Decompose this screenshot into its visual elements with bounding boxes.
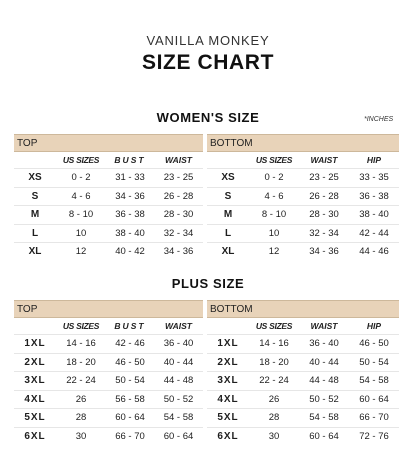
table-cell: 60 - 64 <box>106 409 154 428</box>
table-cell: 10 <box>249 224 299 243</box>
units-note: *INCHES <box>364 116 394 123</box>
size-label: S <box>14 187 56 206</box>
table-cell: 46 - 50 <box>349 335 399 354</box>
size-label: M <box>14 206 56 225</box>
size-label: 1XL <box>14 335 56 354</box>
column-header <box>207 318 249 335</box>
table-row <box>14 372 203 391</box>
table-row <box>14 169 203 188</box>
table-row <box>207 224 399 243</box>
table-row <box>14 335 203 354</box>
table-cell: 34 - 36 <box>106 187 154 206</box>
table-row <box>14 427 203 445</box>
table-cell: 23 - 25 <box>154 169 203 188</box>
table-row <box>207 372 399 391</box>
size-label: 1XL <box>207 335 249 354</box>
size-label: 4XL <box>207 390 249 409</box>
table-cell: 28 - 30 <box>299 206 349 225</box>
table-cell: 34 - 36 <box>154 243 203 261</box>
table-cell: 33 - 35 <box>349 169 399 188</box>
table-cell: 28 - 30 <box>154 206 203 225</box>
table-cell: 60 - 64 <box>349 390 399 409</box>
table-cell: 46 - 50 <box>106 353 154 372</box>
table-cell: 40 - 44 <box>154 353 203 372</box>
table-row <box>14 353 203 372</box>
column-header: BUST <box>114 321 146 331</box>
table-cell: 32 - 34 <box>299 224 349 243</box>
womens-bottom-table <box>207 134 399 261</box>
table-cell: 72 - 76 <box>349 427 399 445</box>
table-cell: 44 - 46 <box>349 243 399 261</box>
table-cell: 28 <box>249 409 299 428</box>
size-label: S <box>207 187 249 206</box>
table-cell: 50 - 52 <box>154 390 203 409</box>
table-heading: BOTTOM <box>207 135 399 152</box>
table-cell: 38 - 40 <box>349 206 399 225</box>
column-header: US SIZES <box>62 155 100 165</box>
size-label: 5XL <box>14 409 56 428</box>
table-cell: 18 - 20 <box>56 353 106 372</box>
table-cell: 66 - 70 <box>349 409 399 428</box>
size-label: XS <box>207 169 249 188</box>
table-cell: 30 <box>249 427 299 445</box>
size-label: 5XL <box>207 409 249 428</box>
table-cell: 8 - 10 <box>56 206 106 225</box>
column-header: BUST <box>114 155 146 165</box>
table-row <box>14 224 203 243</box>
table-cell: 22 - 24 <box>249 372 299 391</box>
table-cell: 31 - 33 <box>106 169 154 188</box>
table-row <box>207 169 399 188</box>
column-header <box>14 152 56 169</box>
table-cell: 60 - 64 <box>154 427 203 445</box>
size-label: L <box>14 224 56 243</box>
table-cell: 40 - 42 <box>106 243 154 261</box>
table-cell: 28 <box>56 409 106 428</box>
table-row <box>207 353 399 372</box>
column-header: WAIST <box>310 321 338 331</box>
table-row <box>207 187 399 206</box>
table-cell: 50 - 54 <box>106 372 154 391</box>
table-row <box>14 243 203 261</box>
table-cell: 56 - 58 <box>106 390 154 409</box>
size-label: 6XL <box>207 427 249 445</box>
womens-section-title: WOMEN'S SIZE <box>156 110 260 125</box>
column-header: US SIZES <box>255 155 293 165</box>
table-cell: 12 <box>249 243 299 261</box>
size-label: 2XL <box>207 353 249 372</box>
table-cell: 0 - 2 <box>249 169 299 188</box>
table-row <box>14 390 203 409</box>
plus-section-title: PLUS SIZE <box>171 276 245 291</box>
table-cell: 60 - 64 <box>299 427 349 445</box>
table-cell: 26 - 28 <box>299 187 349 206</box>
column-header: WAIST <box>310 155 338 165</box>
size-label: XS <box>14 169 56 188</box>
column-header: HIP <box>366 321 382 331</box>
table-cell: 4 - 6 <box>249 187 299 206</box>
table-cell: 66 - 70 <box>106 427 154 445</box>
table-cell: 34 - 36 <box>299 243 349 261</box>
size-label: XL <box>207 243 249 261</box>
brand-name: VANILLA MONKEY <box>146 33 270 48</box>
table-cell: 36 - 38 <box>106 206 154 225</box>
table-cell: 8 - 10 <box>249 206 299 225</box>
table-heading: TOP <box>14 135 203 152</box>
table-cell: 22 - 24 <box>56 372 106 391</box>
column-header: WAIST <box>165 155 192 165</box>
plus-top-table <box>14 300 203 445</box>
table-cell: 26 <box>56 390 106 409</box>
column-header: US SIZES <box>62 321 100 331</box>
column-header <box>14 318 56 335</box>
table-cell: 38 - 40 <box>106 224 154 243</box>
table-cell: 50 - 54 <box>349 353 399 372</box>
table-cell: 36 - 40 <box>299 335 349 354</box>
table-row <box>14 206 203 225</box>
table-cell: 4 - 6 <box>56 187 106 206</box>
table-cell: 40 - 44 <box>299 353 349 372</box>
table-cell: 23 - 25 <box>299 169 349 188</box>
table-row <box>207 243 399 261</box>
size-label: 2XL <box>14 353 56 372</box>
column-header: US SIZES <box>255 321 293 331</box>
size-label: XL <box>14 243 56 261</box>
table-cell: 44 - 48 <box>299 372 349 391</box>
size-label: M <box>207 206 249 225</box>
table-cell: 36 - 38 <box>349 187 399 206</box>
table-row <box>207 409 399 428</box>
size-label: 3XL <box>14 372 56 391</box>
page-title: SIZE CHART <box>142 51 274 74</box>
table-cell: 36 - 40 <box>154 335 203 354</box>
size-label: 6XL <box>14 427 56 445</box>
table-row <box>207 206 399 225</box>
table-cell: 10 <box>56 224 106 243</box>
table-cell: 54 - 58 <box>154 409 203 428</box>
table-cell: 14 - 16 <box>56 335 106 354</box>
column-header <box>207 152 249 169</box>
table-row <box>207 390 399 409</box>
table-row <box>14 187 203 206</box>
table-cell: 44 - 48 <box>154 372 203 391</box>
womens-top-table <box>14 134 203 261</box>
table-row <box>207 427 399 445</box>
table-heading: TOP <box>14 301 203 318</box>
table-cell: 54 - 58 <box>349 372 399 391</box>
size-label: 3XL <box>207 372 249 391</box>
table-cell: 0 - 2 <box>56 169 106 188</box>
plus-bottom-table <box>207 300 399 445</box>
table-cell: 42 - 46 <box>106 335 154 354</box>
table-heading: BOTTOM <box>207 301 399 318</box>
size-label: L <box>207 224 249 243</box>
table-cell: 30 <box>56 427 106 445</box>
size-label: 4XL <box>14 390 56 409</box>
table-cell: 50 - 52 <box>299 390 349 409</box>
table-cell: 12 <box>56 243 106 261</box>
column-header: HIP <box>366 155 382 165</box>
table-cell: 54 - 58 <box>299 409 349 428</box>
table-cell: 32 - 34 <box>154 224 203 243</box>
table-cell: 18 - 20 <box>249 353 299 372</box>
table-cell: 14 - 16 <box>249 335 299 354</box>
column-header: WAIST <box>165 321 192 331</box>
table-cell: 26 - 28 <box>154 187 203 206</box>
table-cell: 42 - 44 <box>349 224 399 243</box>
table-row <box>207 335 399 354</box>
table-cell: 26 <box>249 390 299 409</box>
table-row <box>14 409 203 428</box>
